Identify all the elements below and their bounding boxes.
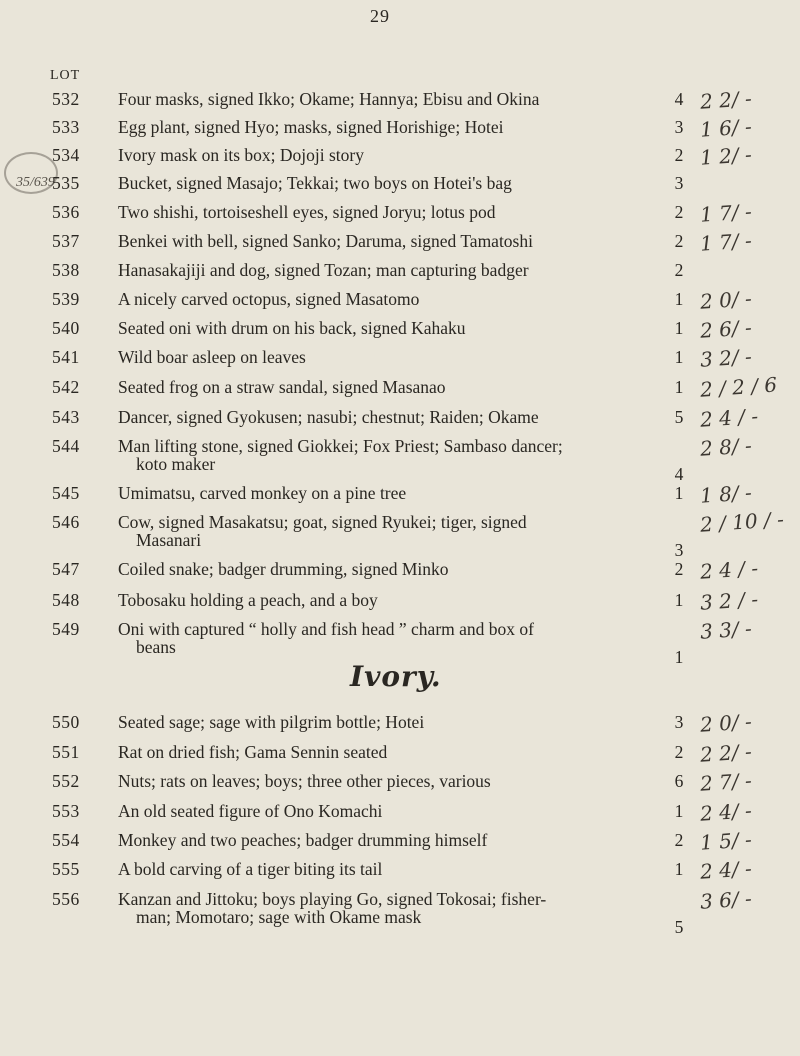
lot-number: 550 — [52, 712, 80, 732]
lot-quantity: 3 — [674, 117, 684, 137]
lot-description-text: Coiled snake; badger drumming, signed Minko — [118, 559, 449, 579]
lot-quantity: 3 — [674, 540, 684, 560]
handwritten-price: 2 6/ - — [699, 315, 753, 343]
lot-number: 533 — [52, 117, 80, 137]
lot-quantity: 4 — [674, 89, 684, 109]
lot-number: 553 — [52, 801, 80, 821]
lot-number: 551 — [52, 742, 80, 762]
lot-number: 546 — [52, 512, 80, 532]
lot-number: 539 — [52, 289, 80, 309]
lot-description-text: Benkei with bell, signed Sanko; Daruma, signed Tamatoshi — [118, 231, 533, 251]
handwritten-price: 2 4/ - — [699, 856, 753, 884]
lot-quantity: 2 — [674, 260, 684, 280]
handwritten-price: 1 2/ - — [699, 142, 753, 170]
lot-description — [118, 772, 663, 790]
lot-description-text: Seated oni with drum on his back, signed Kahaku — [118, 318, 466, 338]
lot-number: 555 — [52, 859, 80, 879]
lot-description — [118, 290, 663, 308]
section-heading-ivory: Ivory. — [350, 660, 442, 693]
lot-number: 535 — [52, 173, 80, 193]
handwritten-price: 2 8/ - — [699, 433, 753, 461]
lot-description — [118, 146, 663, 164]
handwritten-price: 1 7/ - — [699, 199, 753, 227]
lot-number: 536 — [52, 202, 80, 222]
lot-number: 552 — [52, 771, 80, 791]
lot-description — [118, 620, 663, 656]
lot-quantity: 6 — [674, 771, 684, 791]
lot-description-text: A nicely carved octopus, signed Masatomo — [118, 289, 420, 309]
lot-description — [118, 484, 663, 502]
handwritten-price: 3 3/ - — [699, 616, 753, 644]
lot-number: 532 — [52, 89, 80, 109]
lot-description-text: Man lifting stone, signed Giokkei; Fox Priest; Sambaso dancer; — [118, 436, 563, 456]
lot-description-text: Umimatsu, carved monkey on a pine tree — [118, 483, 407, 503]
lot-number: 556 — [52, 889, 80, 909]
handwritten-price — [700, 171, 780, 177]
handwritten-price: 2 7/ - — [699, 768, 753, 796]
handwritten-price: 2 4/ - — [699, 798, 753, 826]
lot-description-text: Seated frog on a straw sandal, signed Masanao — [118, 377, 446, 397]
handwritten-price: 2 / 10 / - — [699, 506, 785, 537]
lot-description-text: Kanzan and Jittoku; boys playing Go, signed Tokosai; fisher- — [118, 889, 547, 909]
lot-number: 538 — [52, 260, 80, 280]
handwritten-price: 2 2/ - — [699, 86, 753, 114]
handwritten-price: 3 2 / - — [699, 586, 759, 615]
handwritten-price: 2 0/ - — [699, 286, 753, 314]
lot-description-text: An old seated figure of Ono Komachi — [118, 801, 383, 821]
lot-description-text: Dancer, signed Gyokusen; nasubi; chestnut; Raiden; Okame — [118, 407, 539, 427]
lot-description-text: Four masks, signed Ikko; Okame; Hannya; Ebisu and Okina — [118, 89, 540, 109]
lot-quantity: 1 — [674, 859, 684, 879]
lot-description — [118, 513, 663, 549]
lot-description-text: Egg plant, signed Hyo; masks, signed Horishige; Hotei — [118, 117, 504, 137]
lot-number: 548 — [52, 590, 80, 610]
lot-description-text: Ivory mask on its box; Dojoji story — [118, 145, 364, 165]
lot-description — [118, 890, 663, 926]
lot-description-continuation: man; Momotaro; sage with Okame mask — [136, 907, 422, 927]
lot-description — [118, 408, 663, 426]
lot-column-header: LOT — [50, 68, 81, 83]
lot-quantity: 2 — [674, 742, 684, 762]
lot-number: 547 — [52, 559, 80, 579]
page-number: 29 — [370, 6, 390, 26]
lot-description — [118, 437, 663, 473]
lot-number: 545 — [52, 483, 80, 503]
lot-description-continuation: koto maker — [136, 454, 216, 474]
lot-description — [118, 348, 663, 366]
handwritten-price: 3 6/ - — [699, 886, 753, 914]
lot-description-continuation: Masanari — [136, 530, 202, 550]
margin-stamp-text: 35/639 — [16, 175, 55, 190]
lot-quantity: 1 — [674, 377, 684, 397]
lot-description-text: Bucket, signed Masajo; Tekkai; two boys on Hotei's bag — [118, 173, 512, 193]
lot-description-text: Tobosaku holding a peach, and a boy — [118, 590, 378, 610]
lot-description — [118, 378, 663, 396]
handwritten-price: 2 4 / - — [699, 555, 759, 584]
lot-description — [118, 743, 663, 761]
handwritten-price — [700, 258, 780, 264]
handwritten-price: 1 5/ - — [699, 827, 753, 855]
lot-description — [118, 174, 663, 192]
lot-number: 534 — [52, 145, 80, 165]
lot-number: 554 — [52, 830, 80, 850]
handwritten-price: 2 0/ - — [699, 709, 753, 737]
lot-number: 543 — [52, 407, 80, 427]
lot-quantity: 1 — [674, 647, 684, 667]
lot-description-text: Cow, signed Masakatsu; goat, signed Ryukei; tiger, signed — [118, 512, 527, 532]
lot-quantity: 1 — [674, 318, 684, 338]
handwritten-price: 2 / 2 / 6 — [699, 372, 778, 402]
lot-quantity: 1 — [674, 801, 684, 821]
handwritten-price: 1 7/ - — [699, 228, 753, 256]
lot-number: 549 — [52, 619, 80, 639]
lot-quantity: 5 — [674, 917, 684, 937]
lot-description-continuation: beans — [136, 637, 176, 657]
lot-quantity: 5 — [674, 407, 684, 427]
lot-description — [118, 118, 663, 136]
lot-description-text: Monkey and two peaches; badger drumming himself — [118, 830, 488, 850]
lot-description — [118, 802, 663, 820]
handwritten-price: 2 2/ - — [699, 739, 753, 767]
lot-description — [118, 261, 663, 279]
lot-number: 544 — [52, 436, 80, 456]
lot-description — [118, 203, 663, 221]
lot-description — [118, 319, 663, 337]
lot-quantity: 2 — [674, 231, 684, 251]
lot-description — [118, 560, 663, 578]
lot-description — [118, 90, 663, 108]
lot-description-text: Rat on dried fish; Gama Sennin seated — [118, 742, 388, 762]
lot-quantity: 3 — [674, 173, 684, 193]
handwritten-price: 2 4 / - — [699, 403, 759, 432]
lot-description-text: Hanasakajiji and dog, signed Tozan; man capturing badger — [118, 260, 529, 280]
handwritten-price: 1 8/ - — [699, 480, 753, 508]
lot-description — [118, 860, 663, 878]
lot-description-text: Seated sage; sage with pilgrim bottle; Hotei — [118, 712, 425, 732]
handwritten-price: 3 2/ - — [699, 344, 753, 372]
lot-quantity: 2 — [674, 202, 684, 222]
handwritten-price: 1 6/ - — [699, 114, 753, 142]
lot-description — [118, 232, 663, 250]
lot-quantity: 1 — [674, 347, 684, 367]
lot-quantity: 4 — [674, 464, 684, 484]
lot-quantity: 2 — [674, 145, 684, 165]
lot-description — [118, 713, 663, 731]
lot-description-text: Two shishi, tortoiseshell eyes, signed Joryu; lotus pod — [118, 202, 496, 222]
lot-number: 537 — [52, 231, 80, 251]
lot-description-text: Wild boar asleep on leaves — [118, 347, 306, 367]
lot-quantity: 2 — [674, 559, 684, 579]
lot-number: 540 — [52, 318, 80, 338]
lot-quantity: 2 — [674, 830, 684, 850]
lot-quantity: 1 — [674, 483, 684, 503]
lot-description-text: Oni with captured “ holly and fish head ” charm and box of — [118, 619, 534, 639]
lot-description-text: A bold carving of a tiger biting its tail — [118, 859, 383, 879]
lot-description — [118, 831, 663, 849]
lot-quantity: 1 — [674, 289, 684, 309]
lot-description — [118, 591, 663, 609]
lot-quantity: 3 — [674, 712, 684, 732]
lot-number: 542 — [52, 377, 80, 397]
lot-description-text: Nuts; rats on leaves; boys; three other pieces, various — [118, 771, 491, 791]
lot-quantity: 1 — [674, 590, 684, 610]
lot-number: 541 — [52, 347, 80, 367]
